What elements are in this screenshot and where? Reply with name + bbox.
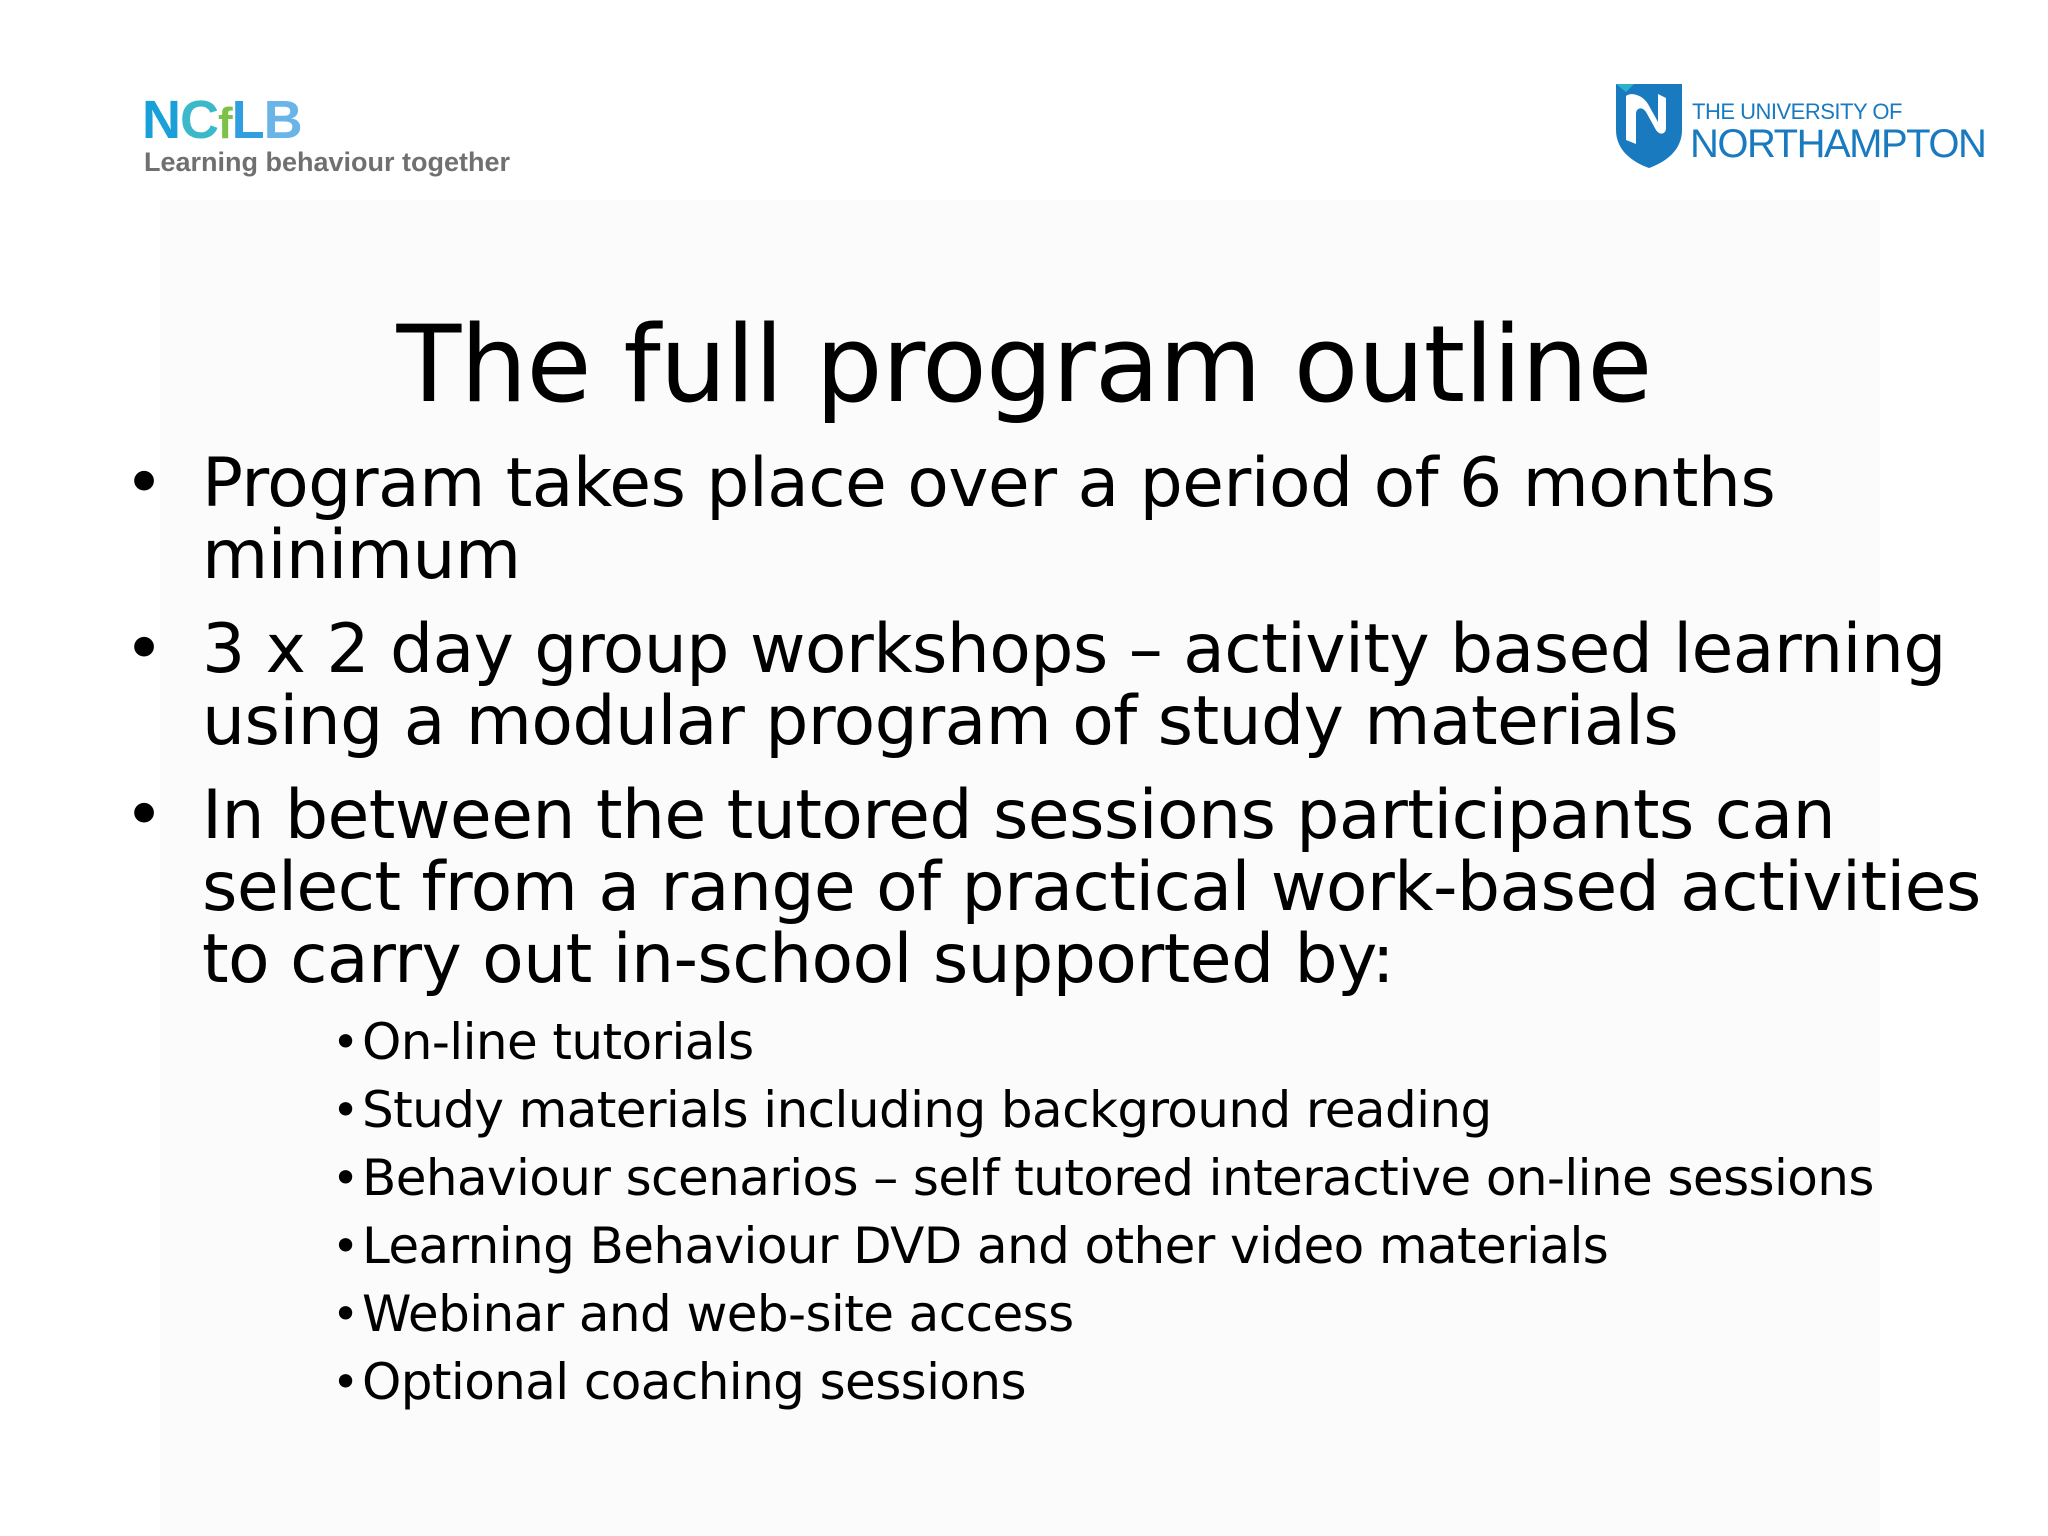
northampton-shield-icon [1612, 78, 1686, 170]
ncflb-logo [142, 92, 542, 182]
sub-bullet-item [124, 1149, 1984, 1207]
ncflb-letter-c: C [180, 90, 218, 150]
bullet-item [124, 776, 1984, 999]
bullet-item [124, 610, 1984, 761]
bullet-dot-icon: • [124, 776, 164, 855]
bullet-text: Program takes place over a period of 6 months minimum [202, 444, 1776, 595]
sub-bullet-text: Study materials including background reading [362, 1081, 1492, 1139]
ncflb-letter-b: B [263, 90, 302, 150]
sub-bullet-dot-icon: • [332, 1355, 359, 1409]
slide-title: The full program outline [396, 303, 1652, 426]
sub-bullet-dot-icon: • [332, 1151, 359, 1205]
northampton-logo-line1: THE UNIVERSITY OF [1692, 99, 1902, 124]
sub-bullet-text: Behaviour scenarios – self tutored interactive on-line sessions [362, 1149, 1874, 1207]
ncflb-letter-l: L [231, 90, 264, 150]
sub-bullet-item [124, 1353, 1984, 1411]
sub-bullet-item [124, 1013, 1984, 1071]
sub-bullet-item [124, 1285, 1984, 1343]
bullet-text: In between the tutored sessions participants can select from a range of practical work-based activities to carry out in-school supported by: [202, 776, 1981, 999]
bullet-dot-icon: • [124, 444, 164, 523]
bullet-dot-icon: • [124, 610, 164, 689]
sub-bullet-text: Optional coaching sessions [362, 1353, 1026, 1411]
sub-bullet-text: Webinar and web-site access [362, 1285, 1074, 1343]
sub-bullet-text: On-line tutorials [362, 1013, 754, 1071]
bullet-text: 3 x 2 day group workshops – activity based learning using a modular program of study materials [202, 610, 1946, 761]
sub-bullet-dot-icon: • [332, 1287, 359, 1341]
ncflb-letter-n: N [142, 90, 180, 150]
bullet-list [124, 444, 1984, 1018]
northampton-logo-line2: NORTHAMPTON [1690, 122, 1986, 166]
sub-bullet-item [124, 1217, 1984, 1275]
ncflb-letter-f: f [218, 99, 232, 148]
bullet-item [124, 444, 1984, 595]
sub-bullet-text: Learning Behaviour DVD and other video materials [362, 1217, 1609, 1275]
ncflb-wordmark [142, 92, 302, 152]
sub-bullet-dot-icon: • [332, 1219, 359, 1273]
ncflb-tagline: Learning behaviour together [144, 147, 511, 177]
sub-bullet-dot-icon: • [332, 1015, 359, 1069]
sub-bullet-item [124, 1081, 1984, 1139]
sub-bullet-dot-icon: • [332, 1083, 359, 1137]
sub-bullet-list [124, 1013, 1984, 1424]
northampton-logo [1612, 78, 1986, 174]
